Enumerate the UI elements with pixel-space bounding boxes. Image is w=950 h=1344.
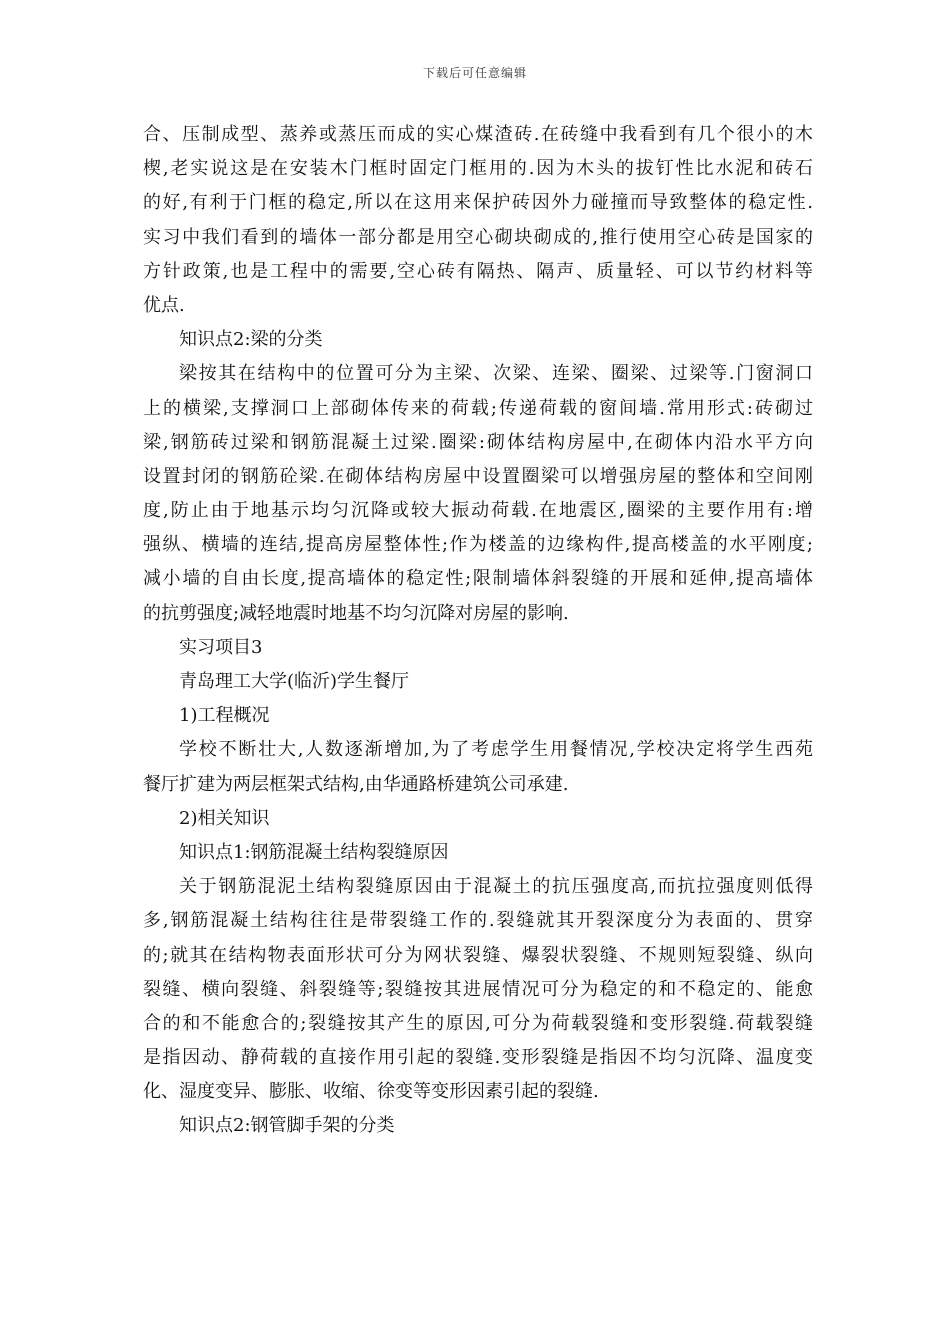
text-line: 知识点2:梁的分类: [179, 329, 323, 351]
text-line: 2)相关知识: [179, 807, 270, 829]
text-line: 梁按其在结构中的位置可分为主梁、次梁、连梁、圈梁、过梁等.门窗洞口: [179, 363, 813, 385]
text-line: 实习项目3: [179, 636, 263, 658]
text-line: 合的和不能愈合的;裂缝按其产生的原因,可分为荷载裂缝和变形裂缝.荷载裂缝: [143, 1012, 813, 1034]
text-line: 关于钢筋混泥土结构裂缝原因由于混凝土的抗压强度高,而抗拉强度则低得: [179, 876, 813, 898]
text-line: 知识点2:钢管脚手架的分类: [179, 1115, 395, 1137]
text-line: 的好,有利于门框的稳定,所以在这用来保护砖因外力碰撞而导致整体的稳定性.: [143, 192, 813, 214]
text-line: 1)工程概况: [179, 705, 270, 727]
document-body: [143, 118, 813, 1144]
text-line: 优点.: [143, 294, 185, 316]
text-line: 实习中我们看到的墙体一部分都是用空心砌块砌成的,推行使用空心砖是国家的: [143, 226, 813, 248]
text-line: 裂缝、横向裂缝、斜裂缝等;裂缝按其进展情况可分为稳定的和不稳定的、能愈: [143, 978, 813, 1000]
text-line: 知识点1:钢筋混凝土结构裂缝原因: [179, 841, 449, 863]
text-line: 减小墙的自由长度,提高墙体的稳定性;限制墙体斜裂缝的开展和延伸,提高墙体: [143, 568, 813, 590]
text-line: 度,防止由于地基示均匀沉降或较大振动荷载.在地震区,圈梁的主要作用有:增: [143, 500, 813, 522]
text-line: 强纵、横墙的连结,提高房屋整体性;作为楼盖的边缘构件,提高楼盖的水平刚度;: [143, 534, 813, 556]
text-line: 梁,钢筋砖过梁和钢筋混凝土过梁.圈梁:砌体结构房屋中,在砌体内沿水平方向: [143, 431, 813, 453]
text-line: 餐厅扩建为两层框架式结构,由华通路桥建筑公司承建.: [143, 773, 569, 795]
text-line: 的;就其在结构物表面形状可分为网状裂缝、爆裂状裂缝、不规则短裂缝、纵向: [143, 944, 813, 966]
text-line: 学校不断壮大,人数逐渐增加,为了考虑学生用餐情况,学校决定将学生西苑: [179, 739, 813, 761]
text-line: 是指因动、静荷载的直接作用引起的裂缝.变形裂缝是指因不均匀沉降、温度变: [143, 1047, 813, 1069]
text-line: 楔,老实说这是在安装木门框时固定门框用的.因为木头的拔钉性比水泥和砖石: [143, 158, 813, 180]
text-line: 合、压制成型、蒸养或蒸压而成的实心煤渣砖.在砖缝中我看到有几个很小的木: [143, 124, 813, 145]
text-line: 的抗剪强度;减轻地震时地基不均匀沉降对房屋的影响.: [143, 602, 569, 624]
text-line: 青岛理工大学(临沂)学生餐厅: [179, 671, 410, 692]
page-header: 下载后可任意编辑: [422, 66, 527, 80]
text-line: 方针政策,也是工程中的需要,空心砖有隔热、隔声、质量轻、可以节约材料等: [143, 260, 813, 282]
text-line: 多,钢筋混凝土结构往往是带裂缝工作的.裂缝就其开裂深度分为表面的、贯穿: [143, 910, 813, 932]
text-line: 上的横梁,支撑洞口上部砌体传来的荷载;传递荷载的窗间墙.常用形式:砖砌过: [143, 397, 813, 419]
text-line: 化、湿度变异、膨胀、收缩、徐变等变形因素引起的裂缝.: [143, 1081, 599, 1103]
text-line: 设置封闭的钢筋砼梁.在砌体结构房屋中设置圈梁可以增强房屋的整体和空间刚: [143, 465, 813, 487]
